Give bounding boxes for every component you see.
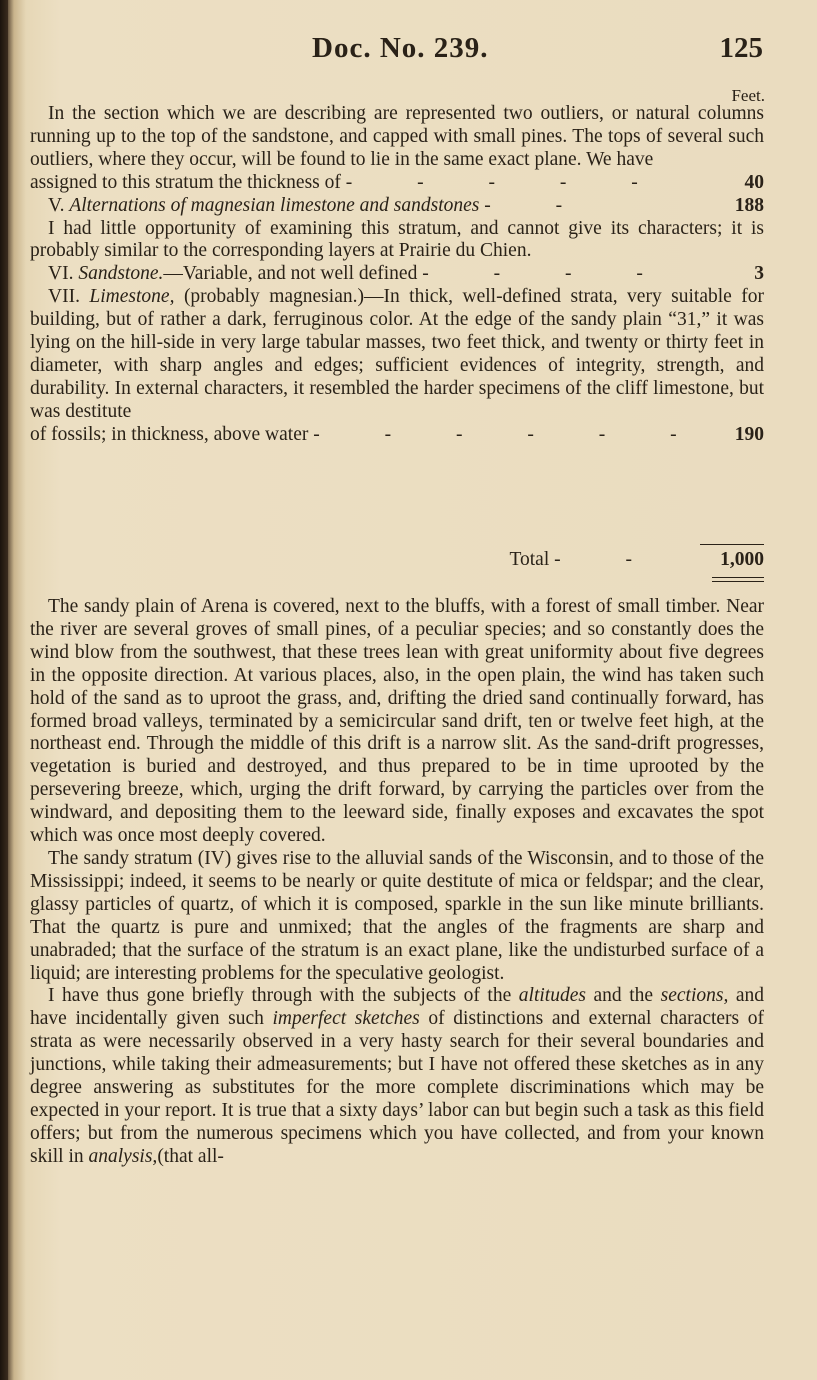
- closing-italic-analysis: analysis,: [88, 1145, 158, 1167]
- total-row: Total - - 1,000: [509, 549, 764, 570]
- stratum-6-value: 3: [754, 263, 764, 285]
- closing-italic-altitudes: altitudes: [518, 985, 586, 1007]
- total-rule-bottom: [712, 577, 764, 582]
- outliers-line-1: In the section which we are describing are represented two outliers,: [48, 103, 604, 124]
- feet-column-label: Feet.: [731, 86, 765, 105]
- page-number: 125: [719, 32, 763, 64]
- closing-text-d: of distinctions and external characters of strata as were necessarily observed in a very hasty search for their several boundaries and junctions, while taking their admeasurements; but I have not offered these sketches as in any degree answering as substitutes for the more complete discriminations which may be expected in your report. It is true that a sixty days’ labor can but begin such a task as this field offers; but from the numerous specimens which you have collected, and from your known skill in: [30, 1008, 765, 1167]
- stratum-6-row: VI. Sandstone.—Variable, and not well defined - - - - 3: [48, 263, 764, 285]
- stratum-7-value: 190: [734, 423, 764, 445]
- strata-section: [30, 103, 764, 447]
- outliers-paragraph: [30, 103, 764, 172]
- outliers-line-4: they occur, will be found to lie in the same exact plane. We have: [150, 148, 654, 170]
- arena-section: [30, 596, 764, 1169]
- stratum-7-label: VII.: [48, 286, 80, 308]
- stratum-5-value: 188: [734, 194, 764, 216]
- closing-text-e: (that all-: [157, 1145, 224, 1167]
- stratum-6-label: VI.: [48, 263, 74, 285]
- outliers-line-3: capped with small pines. The tops of several such outliers, where: [30, 125, 764, 170]
- sandy-stratum-paragraph: The sandy stratum (IV) gives rise to the alluvial sands of the Wisconsin, and to those of the Mississippi; indeed, it seems to be nearly or quite destitute of mica or feldspar; and the clear, glassy particles of quartz, of which it is composed, sparkle in the sun like minute brilliants. That the quartz is pure and unmixed; that the angles of the fragments are sharp and unabraded; that the surface of the stratum is an exact plane, like the undisturbed surface of a liquid; are interesting problems for the speculative geologist.: [30, 847, 764, 984]
- stratum-5-title: Alternations of magnesian limestone and sandstones: [69, 194, 480, 216]
- stratum-7-title: Limestone,: [89, 286, 175, 308]
- stratum-7-thickness-text: of fossils; in thickness, above water: [30, 423, 309, 445]
- stratum-6-text: —Variable, and not well defined: [163, 263, 418, 285]
- total-row-wrap: [30, 549, 764, 571]
- closing-text-c: and have incidentally given such: [30, 985, 765, 1030]
- page-header: [0, 30, 817, 70]
- total-label: Total: [509, 549, 550, 570]
- book-spine: [0, 0, 8, 1380]
- sandy-plain-paragraph: The sandy plain of Arena is covered, next to the bluffs, with a forest of small timber. Near the river are several groves of small pines, of a peculiar species; and so constantly does the wind blow from the southwest, that these trees lean with great uniformity about five degrees in the opposite direction. At various places, also, in the open plain, the wind has taken such hold of the sand as to uproot the grass, and, drifting the dried sand continually forward, has formed broad valleys, terminated by a semicircular sand drift, ten or twelve feet high, at the northeast end. Through the middle of this drift is a narrow slit. As the sand-drift progresses, vegetation is buried and destroyed, and thus prepared to be in time uprooted by the persevering breeze, which, urging the drift forward, by carrying the particles over from the windward, and depositing them to the leeward side, finally exposes and excavates the spot which was once most deeply covered.: [30, 596, 764, 847]
- stratum-4-thickness-value: 40: [744, 171, 764, 193]
- stratum-4-thickness-text: assigned to this stratum the thickness of: [30, 171, 341, 193]
- stratum-6-title: Sandstone.: [78, 263, 164, 285]
- closing-italic-sketches: imperfect sketches: [272, 1008, 420, 1030]
- stratum-7-paragraph: [30, 286, 764, 423]
- stratum-7-thickness-row: of fossils; in thickness, above water - - - - - - 190: [30, 423, 764, 445]
- stratum-5-text: I had little opportunity of examining this stratum, and cannot give its characters; it is probably similar to the corresponding layers at Prairie du Chien.: [30, 217, 764, 262]
- stratum-4-thickness-row: assigned to this stratum the thickness of - - - - - 40: [30, 171, 764, 193]
- stratum-5-row: V. Alternations of magnesian limestone and sandstones - - 188: [48, 194, 764, 216]
- total-rule-top: [700, 544, 764, 545]
- document-title: Doc. No. 239.: [312, 32, 489, 64]
- stratum-5-label: V.: [48, 194, 65, 216]
- total-value: 1,000: [720, 549, 764, 570]
- closing-text-a: I have thus gone briefly through with the subjects of the: [48, 985, 512, 1007]
- closing-paragraph: [30, 985, 764, 1168]
- closing-italic-sections: sections,: [660, 985, 729, 1007]
- closing-text-b: and the: [593, 985, 654, 1007]
- stratum-7-text: (probably magnesian.)—In thick, well-defined strata, very suitable for building, but of rather a dark, ferruginous color. At the edge of the sandy plain “31,” it was lying on the hill-side in very large tabular masses, two feet thick, and twenty or thirty feet in diameter, with sharp angles and edges; sufficient evidences of integrity, strength, and durability. In external characters, it resembled the harder specimens of the cliff limestone, but was destitute: [30, 286, 765, 422]
- outliers-line-2: or natural columns running up to the top of the sandstone, and: [30, 103, 764, 147]
